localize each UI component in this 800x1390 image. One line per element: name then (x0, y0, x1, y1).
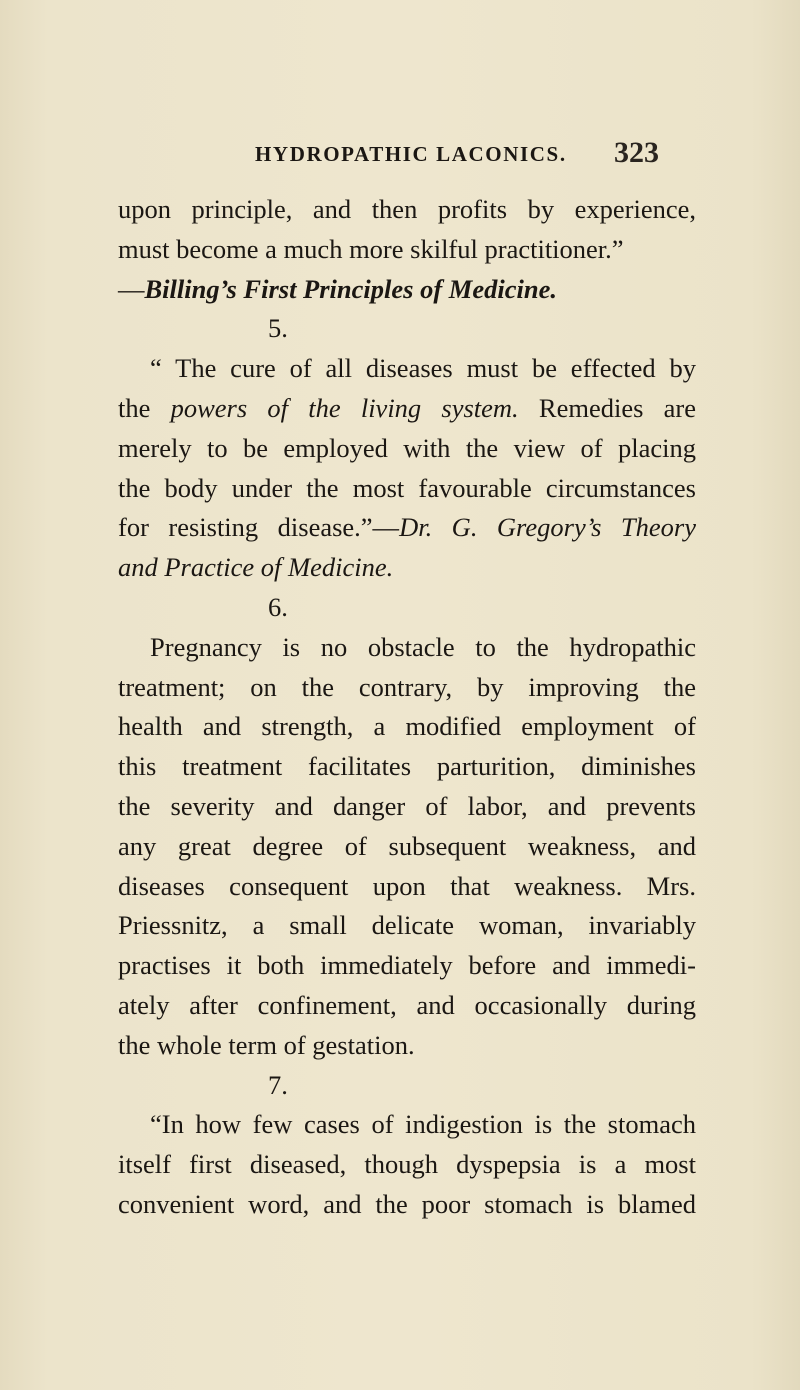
text-line: diseases consequent upon that weakness. Mrs. (118, 870, 696, 901)
citation-source: Dr. G. Gregory’s Theory (399, 512, 696, 543)
text-line (118, 389, 696, 429)
citation-line (118, 270, 696, 310)
text-run: Remedies are (518, 392, 696, 423)
text-line: convenient word, and the poor stomach is blamed (118, 1188, 696, 1219)
text-line: the whole term of gestation. (118, 1029, 415, 1060)
running-title: HYDROPATHIC LACONICS. (255, 142, 567, 166)
text-run: the (118, 392, 171, 423)
text-run: for resisting disease.”— (118, 512, 400, 543)
emphasis-text: powers of the living system. (170, 392, 519, 423)
text-line: practises it both immediately before and immedi- (118, 950, 696, 981)
text-line: treatment; on the contrary, by improving the (118, 671, 696, 702)
section-number: 6. (268, 591, 288, 622)
text-line: Priessnitz, a small delicate woman, invariably (118, 910, 696, 941)
text-line: itself first diseased, though dyspepsia is a most (118, 1149, 696, 1180)
text-line: the body under the most favourable circumstances (118, 472, 696, 503)
text-line: health and strength, a modified employment of (118, 711, 696, 742)
text-line: “ The cure of all diseases must be effected by (150, 353, 696, 384)
text-line: upon principle, and then profits by experience, (118, 194, 696, 224)
text-line: ately after confinement, and occasionally during (118, 989, 696, 1020)
text-line: “In how few cases of indigestion is the stomach (150, 1109, 696, 1140)
text-line: the severity and danger of labor, and prevents (118, 790, 696, 821)
section-number: 5. (268, 313, 288, 344)
citation-source: Billing’s First Principles of Medicine. (144, 273, 557, 304)
text-line: this treatment facilitates parturition, diminishes (118, 751, 696, 782)
citation-dash: — (118, 273, 145, 304)
page-number: 323 (614, 136, 659, 169)
page-body (118, 190, 696, 1225)
text-line: any great degree of subsequent weakness, and (118, 830, 696, 861)
text-line: must become a much more skilful practitioner.” (118, 233, 624, 264)
section-number: 7. (268, 1069, 288, 1100)
text-line: Pregnancy is no obstacle to the hydropathic (150, 631, 696, 662)
text-line: merely to be employed with the view of placing (118, 432, 696, 463)
citation-source: and Practice of Medicine. (118, 552, 394, 583)
text-line (118, 508, 696, 548)
